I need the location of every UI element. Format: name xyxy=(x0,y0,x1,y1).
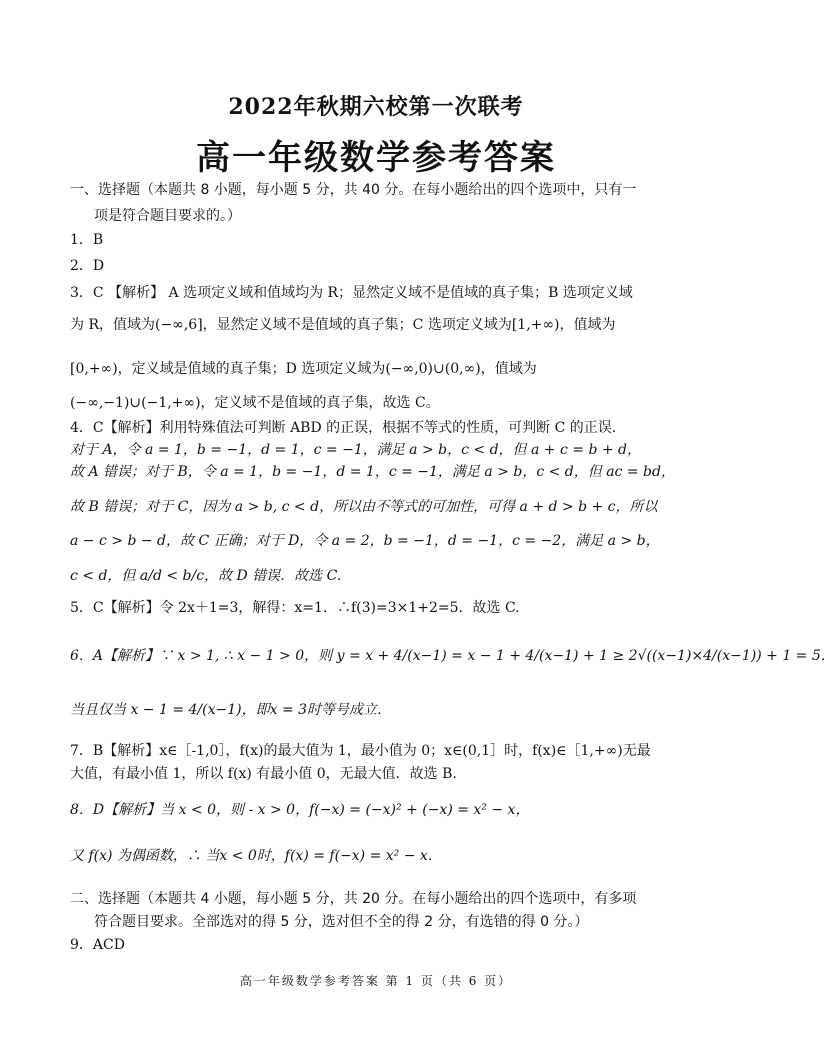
answer-4-line4: 故 B 错误；对于 C，因为 a > b, c < d，所以由不等式的可加性，可得 a + d > b + c，所以 xyxy=(70,499,658,515)
section1-heading-line2: 项是符合题目要求的。） xyxy=(94,208,241,224)
answer-2: 2．D xyxy=(70,258,105,274)
answer-8-line1: 8．D【解析】当 x < 0，则 - x > 0，f(−x) = (−x)² + (−x) = x² − x， xyxy=(70,802,530,818)
answer-4-line5: a − c > b − d，故 C 正确；对于 D，令 a = 2，b = −1，d = −1，c = −2，满足 a > b， xyxy=(70,533,660,549)
answer-3-line4: (−∞,−1)∪(−1,+∞)，定义域不是值域的真子集，故选 C。 xyxy=(70,395,440,411)
answer-6-line2: 当且仅当 x − 1 = 4/(x−1)，即x = 3时等号成立． xyxy=(70,702,392,718)
answer-7-line1: 7．B【解析】x∈［-1,0］，f(x)的最大值为 1，最小值为 0；x∈(0,1］时，f(x)∈［1,+∞)无最 xyxy=(70,743,651,759)
answer-1: 1．B xyxy=(70,232,104,248)
answer-4-line3: 故 A 错误；对于 B，令 a = 1，b = −1，d = 1，c = −1，满足 a > b，c < d，但 ac = bd， xyxy=(70,464,675,480)
answer-3-line1: 3．C 【解析】 A 选项定义域和值域均为 R；显然定义域不是值域的真子集；B 选项定义域 xyxy=(70,285,633,301)
answer-4-line6: c < d，但 a/d < b/c，故 D 错误．故选 C. xyxy=(70,568,342,584)
answer-9: 9．ACD xyxy=(70,937,125,953)
answer-3-line2: 为 R，值域为(−∞,6]，显然定义域不是值域的真子集；C 选项定义域为[1,+∞)，值域为 xyxy=(70,317,616,333)
document-title: 高一年级数学参考答案 xyxy=(196,138,556,178)
answer-6-line1: 6．A【解析】∵ x > 1, ∴ x − 1 > 0，则 y = x + 4/(x−1) = x − 1 + 4/(x−1) + 1 ≥ 2√((x−1)×4/(x−1)) + 1 = 5． xyxy=(70,648,835,664)
answer-4-line1: 4．C【解析】利用特殊值法可判断 ABD 的正误，根据不等式的性质，可判断 C 的正误. xyxy=(70,420,617,436)
answer-4-line2: 对于 A，令 a = 1，b = −1，d = 1，c = −1，满足 a > b，c < d，但 a + c = b + d， xyxy=(70,442,642,458)
answer-5: 5．C【解析】令 2x＋1=3，解得：x=1．∴f(3)=3×1+2=5．故选 C. xyxy=(70,600,520,616)
section2-heading-line1: 二、选择题（本题共 4 小题，每小题 5 分，共 20 分。在每小题给出的四个选项中，有多项 xyxy=(70,891,637,907)
answer-8-line2: 又 f(x) 为偶函数，∴ 当x < 0时，f(x) = f(−x) = x² − x. xyxy=(70,848,433,864)
section2-heading-line2: 符合题目要求。全部选对的得 5 分，选对但不全的得 2 分，有选错的得 0 分。） xyxy=(94,914,589,930)
exam-title: 2022年秋期六校第一次联考 xyxy=(228,94,524,120)
answer-3-line3: [0,+∞)，定义域是值域的真子集；D 选项定义域为(−∞,0)∪(0,∞)，值域为 xyxy=(70,361,537,377)
page-footer: 高一年级数学参考答案 第 1 页（共 6 页） xyxy=(239,974,513,988)
section1-heading-line1: 一、选择题（本题共 8 小题，每小题 5 分，共 40 分。在每小题给出的四个选项中，只有一 xyxy=(70,182,637,198)
answer-7-line2: 大值，有最小值 1，所以 f(x) 有最小值 0，无最大值．故选 B. xyxy=(70,766,457,782)
